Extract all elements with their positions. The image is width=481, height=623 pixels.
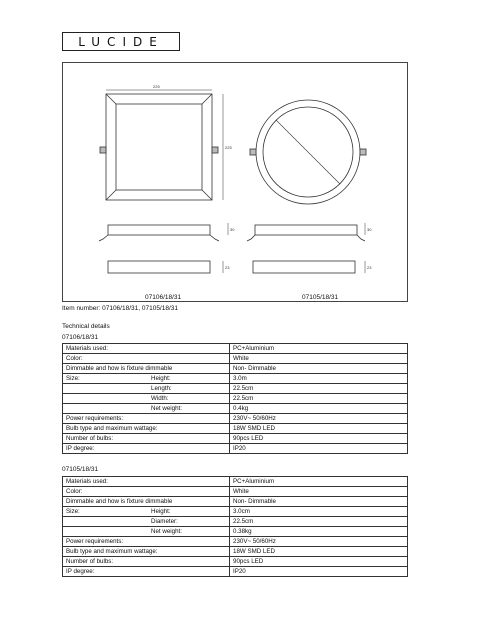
spec-value: 3.0m xyxy=(230,374,408,384)
spec-value: 3.0cm xyxy=(230,507,408,517)
spec-label: Materials used: xyxy=(66,345,108,352)
square-side-view xyxy=(108,225,210,235)
spec-label: IP degree: xyxy=(66,568,95,575)
spec-row xyxy=(63,477,408,487)
spec-sublabel: Net weight: xyxy=(151,528,182,535)
dim-side-label: 23 xyxy=(225,265,230,270)
spec-label-cell xyxy=(63,374,230,384)
spec-label-cell xyxy=(63,537,230,547)
spec-value: IP20 xyxy=(230,444,408,454)
spec-value: 230V~ 50/60Hz xyxy=(230,537,408,547)
dim-side-label-round: 23 xyxy=(367,265,372,270)
section-title-2: 07105/18/31 xyxy=(62,466,99,473)
spec-value: PC+Aluminium xyxy=(230,344,408,354)
spec-row xyxy=(63,517,408,527)
technical-drawing xyxy=(62,62,408,302)
spec-label: Power requirements: xyxy=(66,415,124,422)
spec-value: 0.38kg xyxy=(230,527,408,537)
spec-table-1 xyxy=(62,343,408,454)
round-side-view xyxy=(255,225,357,235)
spec-sublabel: Length: xyxy=(151,385,172,392)
spec-sublabel: Height: xyxy=(151,508,171,515)
square-panel-inner xyxy=(116,104,202,190)
spec-label-cell xyxy=(63,424,230,434)
spec-label: Number of bulbs: xyxy=(66,435,114,442)
spec-label-cell xyxy=(63,434,230,444)
spec-row xyxy=(63,557,408,567)
spec-sublabel: Height: xyxy=(151,375,171,382)
spec-row xyxy=(63,424,408,434)
spec-label: Power requirements: xyxy=(66,538,124,545)
spec-label-cell xyxy=(63,497,230,507)
spec-row xyxy=(63,547,408,557)
spec-value: 230V~ 50/60Hz xyxy=(230,414,408,424)
spec-label: Size: xyxy=(66,375,80,382)
spec-label: Dimmable and how is fixture dimmable xyxy=(66,498,173,505)
spec-value: Non- Dimmable xyxy=(230,364,408,374)
spec-value: 18W SMD LED xyxy=(230,424,408,434)
square-panel-outer xyxy=(106,94,212,200)
round-profile-view xyxy=(253,261,355,273)
spec-sublabel: Net weight: xyxy=(151,405,182,412)
spec-value: White xyxy=(230,487,408,497)
technical-drawing-svg xyxy=(63,63,409,303)
spec-label-cell xyxy=(63,547,230,557)
spec-value: IP20 xyxy=(230,567,408,577)
square-profile-view xyxy=(108,261,210,273)
spec-label: Size: xyxy=(66,508,80,515)
spec-row xyxy=(63,527,408,537)
spec-row xyxy=(63,497,408,507)
lucide-logo: LUCIDE xyxy=(62,32,180,51)
spec-label: IP degree: xyxy=(66,445,95,452)
spec-row xyxy=(63,537,408,547)
spec-sublabel: Diameter: xyxy=(151,518,178,525)
spec-label-cell xyxy=(63,364,230,374)
spec-label-cell xyxy=(63,487,230,497)
spec-label-cell xyxy=(63,444,230,454)
spec-table-2 xyxy=(62,476,408,577)
spec-sublabel: Width: xyxy=(151,395,169,402)
technical-details-title: Technical details xyxy=(62,323,110,330)
spec-value: 22.5cm xyxy=(230,517,408,527)
dim-height-label: 225 xyxy=(225,145,232,150)
spec-row xyxy=(63,444,408,454)
caption-left: 07106/18/31 xyxy=(145,294,182,301)
spec-row xyxy=(63,384,408,394)
spec-row xyxy=(63,364,408,374)
spec-label-cell xyxy=(63,394,230,404)
spec-value: 90pcs LED xyxy=(230,557,408,567)
spec-value: 0.4kg xyxy=(230,404,408,414)
item-number: Item number: 07106/18/31, 07105/18/31 xyxy=(62,305,179,312)
spec-label: Bulb type and maximum wattage: xyxy=(66,425,158,432)
dim-depth-label: 30 xyxy=(230,227,235,232)
spec-value: 22.5cm xyxy=(230,384,408,394)
spec-label-cell xyxy=(63,517,230,527)
spec-label-cell xyxy=(63,507,230,517)
spec-label: Bulb type and maximum wattage: xyxy=(66,548,158,555)
spec-value: White xyxy=(230,354,408,364)
spec-row xyxy=(63,354,408,364)
spec-value: 90pcs LED xyxy=(230,434,408,444)
spec-label: Color: xyxy=(66,488,83,495)
spec-label-cell xyxy=(63,477,230,487)
dim-depth-label-round: 30 xyxy=(367,227,372,232)
spec-row xyxy=(63,567,408,577)
dim-width-label: 225 xyxy=(153,84,160,89)
spec-value: PC+Aluminium xyxy=(230,477,408,487)
spec-label-cell xyxy=(63,354,230,364)
spec-row xyxy=(63,414,408,424)
spec-row xyxy=(63,344,408,354)
spec-label-cell xyxy=(63,567,230,577)
spec-value: 22.5cm xyxy=(230,394,408,404)
spec-value: 18W SMD LED xyxy=(230,547,408,557)
spec-label-cell xyxy=(63,557,230,567)
spec-row xyxy=(63,434,408,444)
spec-label-cell xyxy=(63,527,230,537)
spec-row xyxy=(63,487,408,497)
spec-label-cell xyxy=(63,384,230,394)
caption-right: 07105/18/31 xyxy=(302,294,339,301)
spec-label-cell xyxy=(63,404,230,414)
spec-row xyxy=(63,374,408,384)
spec-row xyxy=(63,507,408,517)
spec-label: Number of bulbs: xyxy=(66,558,114,565)
spec-label: Materials used: xyxy=(66,478,108,485)
spec-row xyxy=(63,394,408,404)
spec-label: Color: xyxy=(66,355,83,362)
spec-label-cell xyxy=(63,414,230,424)
spec-row xyxy=(63,404,408,414)
section-title-1: 07106/18/31 xyxy=(62,334,99,341)
spec-value: Non- Dimmable xyxy=(230,497,408,507)
spec-label: Dimmable and how is fixture dimmable xyxy=(66,365,173,372)
spec-label-cell xyxy=(63,344,230,354)
